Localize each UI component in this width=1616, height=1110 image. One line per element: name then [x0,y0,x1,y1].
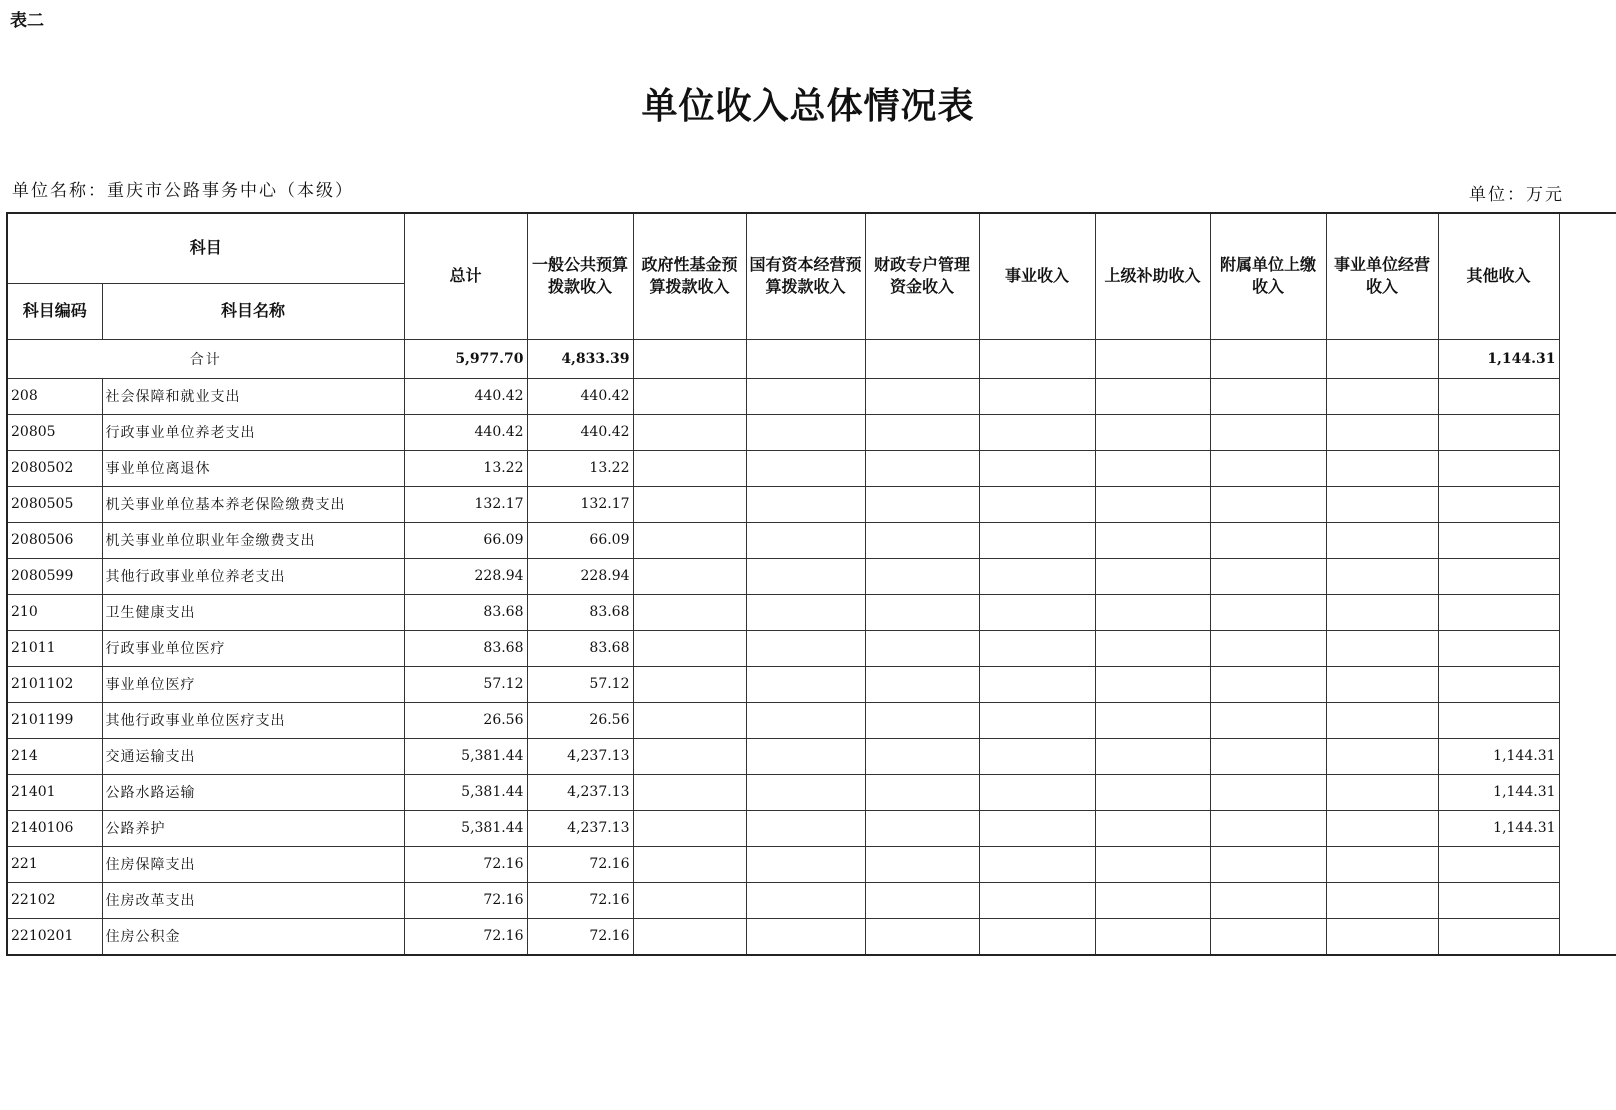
cell-empty [1210,486,1326,522]
cell-code: 2080502 [7,450,102,486]
header-row [7,213,1616,283]
cell-empty [1326,414,1438,450]
table-row [7,846,1616,882]
cell-empty [746,702,865,738]
cell-empty [1095,558,1210,594]
table-row [7,810,1616,846]
cell-other [1438,450,1559,486]
cell-other [1438,846,1559,882]
cell-empty [1326,810,1438,846]
cell-empty [1326,594,1438,630]
cell-empty [979,846,1095,882]
cell-empty [979,738,1095,774]
cell-total: 72.16 [404,918,527,955]
cell-general-budget: 72.16 [527,846,633,882]
cell-empty [746,594,865,630]
cell-empty [865,594,979,630]
cell-empty [865,846,979,882]
cell-empty [865,486,979,522]
cell-empty [1326,882,1438,918]
cell-total: 83.68 [404,594,527,630]
table-row [7,702,1616,738]
total-cell-affiliate [1210,339,1326,378]
cell-empty [633,450,746,486]
cell-empty [979,486,1095,522]
cell-general-budget: 440.42 [527,378,633,414]
cell-empty [865,450,979,486]
cell-empty [1095,630,1210,666]
table-row [7,630,1616,666]
table-row [7,738,1616,774]
cell-other [1438,414,1559,450]
cell-other [1438,594,1559,630]
total-cell-total: 5,977.70 [404,339,527,378]
cell-empty [633,522,746,558]
cell-empty [979,378,1095,414]
table-row [7,414,1616,450]
cell-empty [1210,558,1326,594]
col-header-fiscal-special: 财政专户管理资金收入 [865,213,979,339]
cell-empty [633,666,746,702]
cell-empty [1326,630,1438,666]
page-label: 表二 [10,11,44,31]
cell-empty [746,774,865,810]
cell-code: 2080505 [7,486,102,522]
cell-empty [979,702,1095,738]
cell-total: 440.42 [404,414,527,450]
cell-general-budget: 4,237.13 [527,738,633,774]
total-label: 合计 [7,339,404,378]
cell-empty [865,774,979,810]
cell-other [1438,630,1559,666]
cell-empty [979,630,1095,666]
cell-total: 57.12 [404,666,527,702]
cell-other [1438,486,1559,522]
total-cell-other: 1,144.31 [1438,339,1559,378]
cell-code: 214 [7,738,102,774]
cell-empty [1210,414,1326,450]
cell-general-budget: 72.16 [527,918,633,955]
cell-empty [1326,522,1438,558]
cell-general-budget: 132.17 [527,486,633,522]
cell-empty [746,738,865,774]
cell-empty [633,846,746,882]
cell-general-budget: 57.12 [527,666,633,702]
cell-code: 2101199 [7,702,102,738]
cell-empty [1095,918,1210,955]
cell-name: 事业单位医疗 [102,666,404,702]
cell-empty [1210,594,1326,630]
cell-other [1438,882,1559,918]
cell-empty [1095,846,1210,882]
cell-name: 住房改革支出 [102,882,404,918]
cell-empty [633,810,746,846]
col-header-name: 科目名称 [102,283,404,339]
cell-name: 卫生健康支出 [102,594,404,630]
cell-code: 221 [7,846,102,882]
cell-total: 228.94 [404,558,527,594]
cell-total: 72.16 [404,882,527,918]
cell-empty [1095,378,1210,414]
col-header-superior-subsidy: 上级补助收入 [1095,213,1210,339]
cell-name: 住房公积金 [102,918,404,955]
cell-name: 行政事业单位养老支出 [102,414,404,450]
cell-empty [746,810,865,846]
cell-name: 其他行政事业单位医疗支出 [102,702,404,738]
total-cell-superior-subsidy [1095,339,1210,378]
col-header-affiliate: 附属单位上缴收入 [1210,213,1326,339]
cell-empty [865,918,979,955]
col-header-state-capital: 国有资本经营预算拨款收入 [746,213,865,339]
cell-empty [1095,666,1210,702]
cell-other [1438,558,1559,594]
cell-empty [746,846,865,882]
cell-total: 5,381.44 [404,774,527,810]
table-row [7,666,1616,702]
cell-other [1438,702,1559,738]
cell-name: 行政事业单位医疗 [102,630,404,666]
cell-empty [1210,774,1326,810]
col-header-other: 其他收入 [1438,213,1559,339]
cell-empty [1095,450,1210,486]
cell-empty [979,450,1095,486]
cell-code: 20805 [7,414,102,450]
cell-name: 交通运输支出 [102,738,404,774]
cell-empty [746,486,865,522]
cell-name: 事业单位离退休 [102,450,404,486]
cell-empty [865,414,979,450]
cell-empty [865,522,979,558]
cell-code: 22102 [7,882,102,918]
cell-code: 208 [7,378,102,414]
cell-empty [633,558,746,594]
cell-total: 13.22 [404,450,527,486]
cell-empty [1326,450,1438,486]
cell-code: 21401 [7,774,102,810]
cell-empty [746,918,865,955]
total-cell-operation [1326,339,1438,378]
cell-empty [979,666,1095,702]
cell-empty [1210,630,1326,666]
cell-empty [979,522,1095,558]
cell-empty [1210,702,1326,738]
cell-empty [633,702,746,738]
cell-total: 5,381.44 [404,738,527,774]
cell-empty [1326,486,1438,522]
cell-empty [1095,738,1210,774]
cell-empty [979,774,1095,810]
cell-empty [979,558,1095,594]
cell-empty [746,666,865,702]
cell-empty [1210,450,1326,486]
cell-empty [746,558,865,594]
cell-total: 5,381.44 [404,810,527,846]
cell-general-budget: 4,237.13 [527,774,633,810]
cell-empty [1326,702,1438,738]
cell-name: 公路水路运输 [102,774,404,810]
total-cell-gov-fund [633,339,746,378]
total-cell-fiscal-special [865,339,979,378]
cell-name: 其他行政事业单位养老支出 [102,558,404,594]
cell-general-budget: 83.68 [527,594,633,630]
cell-empty [1210,522,1326,558]
cell-empty [1095,486,1210,522]
cell-other [1438,522,1559,558]
cell-general-budget: 72.16 [527,882,633,918]
cell-empty [746,522,865,558]
page-title: 单位收入总体情况表 [641,86,975,127]
cell-empty [1210,846,1326,882]
cell-empty [633,378,746,414]
table-row [7,918,1616,955]
cell-empty [865,558,979,594]
cell-empty [979,594,1095,630]
total-cell-business [979,339,1095,378]
col-header-operation: 事业单位经营收入 [1326,213,1438,339]
cell-other: 1,144.31 [1438,810,1559,846]
cell-other: 1,144.31 [1438,774,1559,810]
total-cell-state-capital [746,339,865,378]
unit-name: 单位名称：重庆市公路事务中心（本级） [12,181,354,201]
cell-empty [746,630,865,666]
cell-empty [865,702,979,738]
cell-empty [633,738,746,774]
cell-empty [1326,774,1438,810]
cell-empty [633,486,746,522]
cell-empty [865,630,979,666]
cell-empty [1210,918,1326,955]
cell-empty [633,414,746,450]
cell-code: 2080506 [7,522,102,558]
cell-empty [1326,846,1438,882]
table-row [7,882,1616,918]
cell-empty [1095,882,1210,918]
cell-empty [746,450,865,486]
table-row [7,774,1616,810]
cell-empty [1095,702,1210,738]
total-row [7,339,1616,378]
cell-other [1438,918,1559,955]
cell-empty [865,810,979,846]
cell-code: 210 [7,594,102,630]
cell-general-budget: 4,237.13 [527,810,633,846]
cell-empty [746,378,865,414]
cell-name: 机关事业单位职业年金缴费支出 [102,522,404,558]
col-header-total: 总计 [404,213,527,339]
table-row [7,378,1616,414]
cell-empty [1095,774,1210,810]
col-header-gov-fund: 政府性基金预算拨款收入 [633,213,746,339]
table-row [7,558,1616,594]
cell-other [1438,666,1559,702]
unit-label: 单位：万元 [1469,185,1564,205]
cell-general-budget: 66.09 [527,522,633,558]
cell-empty [1210,666,1326,702]
table-row [7,522,1616,558]
cell-empty [1326,738,1438,774]
cell-empty [633,918,746,955]
cell-empty [979,810,1095,846]
cell-empty [1210,882,1326,918]
cell-general-budget: 13.22 [527,450,633,486]
cell-empty [633,882,746,918]
cell-name: 公路养护 [102,810,404,846]
col-header-business: 事业收入 [979,213,1095,339]
col-header-subject: 科目 [7,213,404,283]
cell-general-budget: 26.56 [527,702,633,738]
table-row [7,450,1616,486]
cell-total: 440.42 [404,378,527,414]
cell-empty [1210,810,1326,846]
cell-total: 72.16 [404,846,527,882]
cell-total: 83.68 [404,630,527,666]
cell-empty [1210,378,1326,414]
cell-empty [633,774,746,810]
cell-empty [1095,522,1210,558]
cell-name: 机关事业单位基本养老保险缴费支出 [102,486,404,522]
col-header-general-budget: 一般公共预算拨款收入 [527,213,633,339]
cell-general-budget: 228.94 [527,558,633,594]
cell-name: 住房保障支出 [102,846,404,882]
cell-empty [1095,414,1210,450]
table-row [7,594,1616,630]
cell-empty [1095,594,1210,630]
cell-empty [1326,558,1438,594]
cell-empty [746,414,865,450]
cell-general-budget: 440.42 [527,414,633,450]
cell-empty [865,738,979,774]
cell-other: 1,144.31 [1438,738,1559,774]
cell-empty [633,594,746,630]
cell-empty [865,882,979,918]
cell-empty [979,882,1095,918]
cell-empty [1326,378,1438,414]
income-table [6,212,1616,956]
cell-code: 2140106 [7,810,102,846]
cell-code: 2210201 [7,918,102,955]
cell-empty [865,378,979,414]
cell-empty [1326,918,1438,955]
cell-empty [865,666,979,702]
cell-total: 132.17 [404,486,527,522]
cell-total: 66.09 [404,522,527,558]
cell-other [1438,378,1559,414]
cell-empty [1095,810,1210,846]
cell-total: 26.56 [404,702,527,738]
cell-name: 社会保障和就业支出 [102,378,404,414]
cell-empty [979,414,1095,450]
total-cell-general-budget: 4,833.39 [527,339,633,378]
cell-empty [746,882,865,918]
cell-empty [1210,738,1326,774]
cell-empty [1326,666,1438,702]
cell-empty [979,918,1095,955]
col-header-code: 科目编码 [7,283,102,339]
cell-general-budget: 83.68 [527,630,633,666]
cell-empty [633,630,746,666]
cell-code: 21011 [7,630,102,666]
cell-code: 2080599 [7,558,102,594]
table-row [7,486,1616,522]
cell-code: 2101102 [7,666,102,702]
